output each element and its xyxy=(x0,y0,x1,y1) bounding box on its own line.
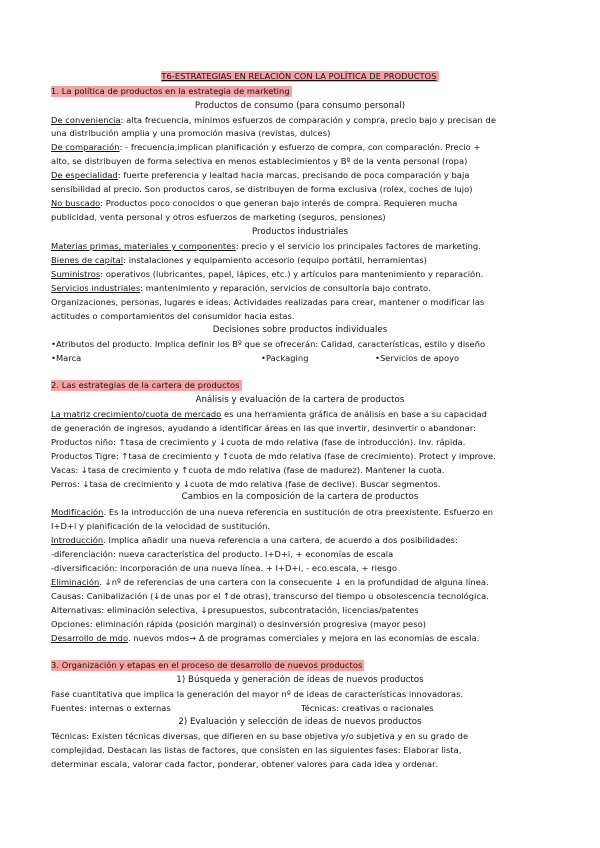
causas-line: Causas: Canibalización (↓de unas por el ↑de otras), transcurso del tiempo u obsolescencia tecnológica. xyxy=(51,591,489,601)
section-2-heading-text: 2. Las estrategias de la cartera de productos xyxy=(51,380,240,390)
matriz-term: La matriz crecimiento/cuota de mercado xyxy=(51,409,222,419)
tecnicas-line-1: Técnicas: Existen técnicas diversas, que difieren en su base objetiva y/o subjetiva y en su grado de xyxy=(51,731,469,741)
section-3-heading xyxy=(51,660,364,670)
materias-text: : precio y el servicio los principales factores de marketing. xyxy=(235,241,481,251)
comparacion-term: De comparación xyxy=(51,142,120,152)
conveniencia-line-1 xyxy=(51,115,496,125)
nobuscado-text-1: : Productos poco conocidos o que generan bajo interés de compra. Requieren mucha xyxy=(100,198,458,208)
conveniencia-line-2: una distribución amplia y una promoción masiva (revistas, dulces) xyxy=(51,128,331,138)
evaluacion-subheading: 2) Evaluación y selección de ideas de nuevos productos xyxy=(178,717,422,727)
industriales-subheading: Productos industriales xyxy=(251,227,349,237)
introduccion-term: Introducción xyxy=(51,535,104,545)
busqueda-subheading: 1) Búsqueda y generación de ideas de nuevos productos xyxy=(176,675,424,685)
desarrollo-mdo-line xyxy=(51,633,479,643)
opciones-line: Opciones: eliminación rápida (posición marginal) o desinversión progresiva (mayor peso) xyxy=(51,619,426,629)
comparacion-line-2: alto, se distribuyen de forma selectiva en menos establecimientos y Bº de la venta personal (ropa) xyxy=(51,156,468,166)
especialidad-line-2: sensibilidad al precio. Son productos caros, se distribuyen de forma exclusiva (rolex, coches de lujo) xyxy=(51,184,473,194)
bienes-term: Bienes de capital xyxy=(51,255,124,265)
modificacion-line-2: I+D+i y planificación de la velocidad de sustitución. xyxy=(51,521,271,531)
modificacion-text-1: . Es la introducción de una nueva referencia en sustitución de otra preexistente. Esfuerzo en xyxy=(103,507,494,517)
decisiones-subheading: Decisiones sobre productos individuales xyxy=(212,325,388,335)
servicios-term: Servicios industriales xyxy=(51,283,141,293)
diversificacion-line: -diversificación: incorporación de una nueva línea. + I+D+i, - eco.escala, + riesgo xyxy=(51,563,397,573)
organizaciones-line-2: actitudes o comportamientos del consumidor hacia estas. xyxy=(51,311,295,321)
comparacion-line-1 xyxy=(51,142,481,152)
suministros-text: : operativos (lubricantes, papel, lápices, etc.) y artículos para mantenimiento y reparación. xyxy=(100,269,484,279)
suministros-line xyxy=(51,269,483,279)
servicios-text: : mantenimiento y reparación, servicios de consultoría bajo contrato. xyxy=(140,283,431,293)
desarrollo-term: Desarrollo de mdo xyxy=(51,633,128,643)
nobuscado-line-2: publicidad, venta personal y otros esfuerzos de marketing (seguros, pensiones) xyxy=(51,212,386,222)
document-title-text: T6-ESTRATEGIAS EN RELACIÓN CON LA POLÍTICA DE PRODUCTOS xyxy=(161,71,437,81)
section-3-heading-text: 3. Organización y etapas en el proceso de desarrollo de nuevos productos xyxy=(51,660,363,670)
materias-term: Materias primas, materiales y componentes xyxy=(51,241,236,251)
diferenciacion-line: -diferenciación: nueva característica del producto. I+D+i, + economías de escala xyxy=(51,549,394,559)
nobuscado-term: No buscado xyxy=(51,198,101,208)
section-1-heading xyxy=(51,86,292,96)
especialidad-term: De especialidad xyxy=(51,170,118,180)
desarrollo-text: . nuevos mdos→ Δ de programas comerciales y mejora en las economías de escala. xyxy=(127,633,480,643)
section-2-heading xyxy=(51,380,242,390)
bullet-packaging: •Packaging xyxy=(261,353,309,363)
comparacion-text-1: : - frecuencia,implican planificación y esfuerzo de compra, con comparación. Precio + xyxy=(119,142,481,152)
perros-line: Perros: ↓tasa de crecimiento y ↓cuota de mdo relativa (fase de declive). Buscar segmentos. xyxy=(51,479,441,489)
productos-tigre-line: Productos Tigre: ↑tasa de crecimiento y ↑cuota de mdo relativa (fase de crecimiento). Protect y improve. xyxy=(51,451,496,461)
atributos-line: •Atributos del producto. Implica definir los Bº que se ofrecerán: Calidad, características, estilo y diseño xyxy=(51,339,486,349)
bienes-line xyxy=(51,255,427,265)
vacas-line: Vacas: ↓tasa de crecimiento y ↑cuota de mdo relativa (fase de madurez). Mantener la cuota. xyxy=(51,465,445,475)
modificacion-term: Modificación xyxy=(51,507,104,517)
bullet-marca: •Marca xyxy=(51,353,82,363)
alternativas-line: Alternativas: eliminación selectiva, ↓presupuestos, subcontratación, licencias/patentes xyxy=(51,605,419,615)
bienes-text: : instalaciones y equipamiento accesorio (equipo portátil, herramientas) xyxy=(123,255,427,265)
productos-nino-line: Productos niño: ↑tasa de crecimiento y ↓cuota de mdo relativa (fase de introducción). Inv. rápida. xyxy=(51,437,466,447)
matriz-text-1: es una herramienta gráfica de análisis en base a su capacidad xyxy=(221,409,487,419)
organizaciones-line-1: Organizaciones, personas, lugares e ideas. Actividades realizadas para crear, mantener o modificar las xyxy=(51,297,485,307)
tecnicas-line-2: complejidad. Destacan las listas de factores, que consisten en las siguientes fases: Elaborar lista, xyxy=(51,745,462,755)
cambios-subheading: Cambios en la composición de la cartera de productos xyxy=(181,492,419,502)
nobuscado-line-1 xyxy=(51,198,457,208)
section-1-heading-text: 1. La política de productos en la estrategia de marketing xyxy=(51,86,290,96)
consumo-subheading: Productos de consumo (para consumo personal) xyxy=(194,101,406,111)
modificacion-line-1 xyxy=(51,507,493,517)
matriz-line-2: de generación de ingresos, ayudando a identificar áreas en las que invertir, desinvertir o abandonar: xyxy=(51,423,477,433)
fase-line: Fase cuantitativa que implica la generación del mayor nº de ideas de características innovadoras. xyxy=(51,689,464,699)
materias-line xyxy=(51,241,481,251)
eliminacion-term: Eliminación xyxy=(51,577,100,587)
suministros-term: Suministros xyxy=(51,269,101,279)
tecnicas-line-3: determinar escala, valorar cada factor, ponderar, obtener valores para cada idea y ordenar. xyxy=(51,759,438,769)
eliminacion-line xyxy=(51,577,489,587)
matriz-line-1 xyxy=(51,409,487,419)
conveniencia-term: De conveniencia xyxy=(51,115,121,125)
tecnicas-creativas-text: Técnicas: creativas o racionales xyxy=(301,703,434,713)
introduccion-text: . Implica añadir una nueva referencia a una cartera, de acuerdo a dos posibilidades: xyxy=(103,535,458,545)
introduccion-line xyxy=(51,535,458,545)
document-title xyxy=(0,71,600,81)
fuentes-text: Fuentes: internas o externas xyxy=(51,703,171,713)
eliminacion-text: . ↓nº de referencias de una cartera con la consecuente ↓ en la profundidad de alguna línea. xyxy=(99,577,489,587)
especialidad-text-1: : fuerte preferencia y lealtad hacia marcas, precisando de poca comparación y baja xyxy=(117,170,470,180)
servicios-line xyxy=(51,283,431,293)
especialidad-line-1 xyxy=(51,170,469,180)
analisis-subheading: Análisis y evaluación de la cartera de productos xyxy=(195,395,405,405)
conveniencia-text-1: : alta frecuencia, mínimos esfuerzos de comparación y compra, precio bajo y precisan de xyxy=(120,115,497,125)
bullet-servicios: •Servicios de apoyo xyxy=(375,353,460,363)
